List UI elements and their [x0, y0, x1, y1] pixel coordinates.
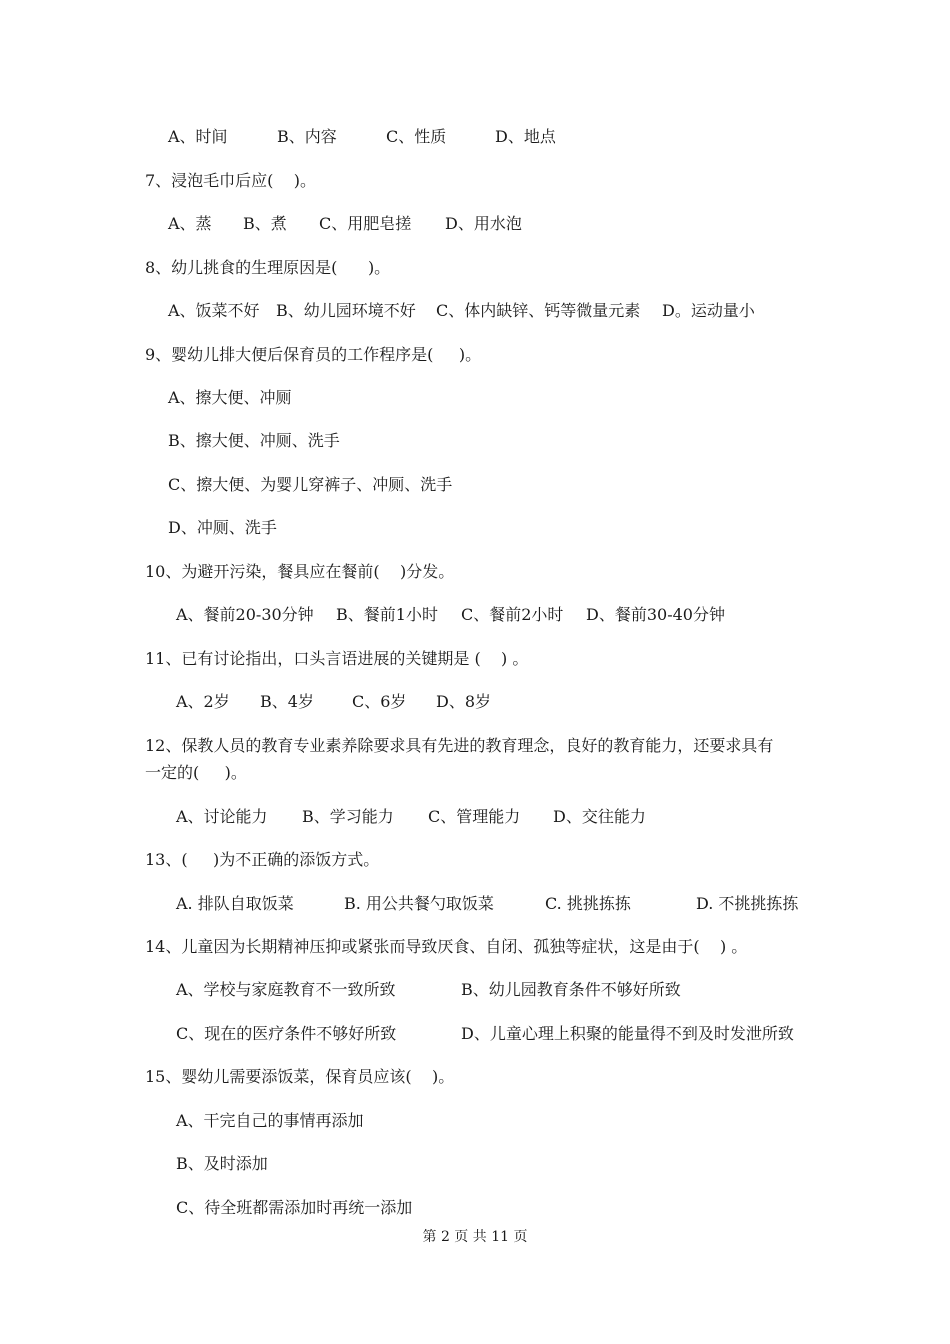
- question-10: 10、为避开污染，餐具应在餐前( )分发。: [145, 562, 455, 581]
- question-9-option-c: C、擦大便、为婴儿穿裤子、冲厕、洗手: [168, 475, 453, 494]
- question-14: 14、儿童因为长期精神压抑或紧张而导致厌食、自闭、孤独等症状，这是由于( ) 。: [145, 937, 748, 956]
- option-a: A、2岁: [176, 692, 230, 711]
- option-d: D、地点: [495, 127, 556, 146]
- option-b: B、学习能力: [302, 807, 394, 826]
- option-a: A、蒸: [168, 214, 212, 233]
- option-d: D. 不挑挑拣拣: [696, 894, 799, 913]
- question-7: 7、浸泡毛巾后应( )。: [145, 171, 317, 190]
- option-a: A. 排队自取饭菜: [176, 894, 294, 913]
- option-b: B、餐前1小时: [336, 605, 438, 624]
- option-b: B、4岁: [260, 692, 314, 711]
- question-9: 9、婴幼儿排大便后保育员的工作程序是( )。: [145, 345, 482, 364]
- option-c: C、6岁: [352, 692, 407, 711]
- option-b: B. 用公共餐勺取饭菜: [344, 894, 494, 913]
- option-d: D、交往能力: [553, 807, 646, 826]
- question-12-line-1: 12、保教人员的教育专业素养除要求具有先进的教育理念，良好的教育能力，还要求具有: [145, 736, 774, 755]
- option-d: D、8岁: [436, 692, 492, 711]
- question-11: 11、已有讨论指出，口头言语进展的关键期是 ( ) 。: [145, 649, 529, 668]
- option-b: B、内容: [277, 127, 337, 146]
- question-15-option-a: A、干完自己的事情再添加: [176, 1111, 364, 1130]
- option-a: A、餐前20-30分钟: [176, 605, 314, 624]
- option-c: C、用肥皂搓: [319, 214, 412, 233]
- option-a: A、学校与家庭教育不一致所致: [176, 980, 396, 999]
- question-15-option-b: B、及时添加: [176, 1154, 268, 1173]
- option-d: D、用水泡: [445, 214, 522, 233]
- question-9-option-a: A、擦大便、冲厕: [168, 388, 292, 407]
- option-c: C、现在的医疗条件不够好所致: [176, 1024, 397, 1043]
- option-d: D、餐前30-40分钟: [586, 605, 725, 624]
- question-12-line-2: 一定的( )。: [145, 763, 247, 782]
- option-d: D、儿童心理上积聚的能量得不到及时发泄所致: [461, 1024, 794, 1043]
- question-15-option-c: C、待全班都需添加时再统一添加: [176, 1198, 413, 1217]
- option-c: C、餐前2小时: [461, 605, 564, 624]
- option-b: B、幼儿园教育条件不够好所致: [461, 980, 681, 999]
- question-13: 13、( )为不正确的添饭方式。: [145, 850, 380, 869]
- question-9-option-b: B、擦大便、冲厕、洗手: [168, 431, 340, 450]
- option-c: C. 挑挑拣拣: [545, 894, 631, 913]
- option-b: B、幼儿园环境不好: [276, 301, 416, 320]
- option-c: C、管理能力: [428, 807, 521, 826]
- option-b: B、煮: [243, 214, 287, 233]
- question-15: 15、婴幼儿需要添饭菜，保育员应该( )。: [145, 1067, 455, 1086]
- question-9-option-d: D、冲厕、洗手: [168, 518, 277, 537]
- option-a: A、饭菜不好: [168, 301, 260, 320]
- option-a: A、讨论能力: [176, 807, 268, 826]
- option-a: A、时间: [168, 127, 228, 146]
- option-c: C、性质: [386, 127, 447, 146]
- page-number: 第 2 页 共 11 页: [422, 1229, 528, 1245]
- question-8: 8、幼儿挑食的生理原因是( )。: [145, 258, 391, 277]
- option-d: D。运动量小: [662, 301, 755, 320]
- option-c: C、体内缺锌、钙等微量元素: [436, 301, 641, 320]
